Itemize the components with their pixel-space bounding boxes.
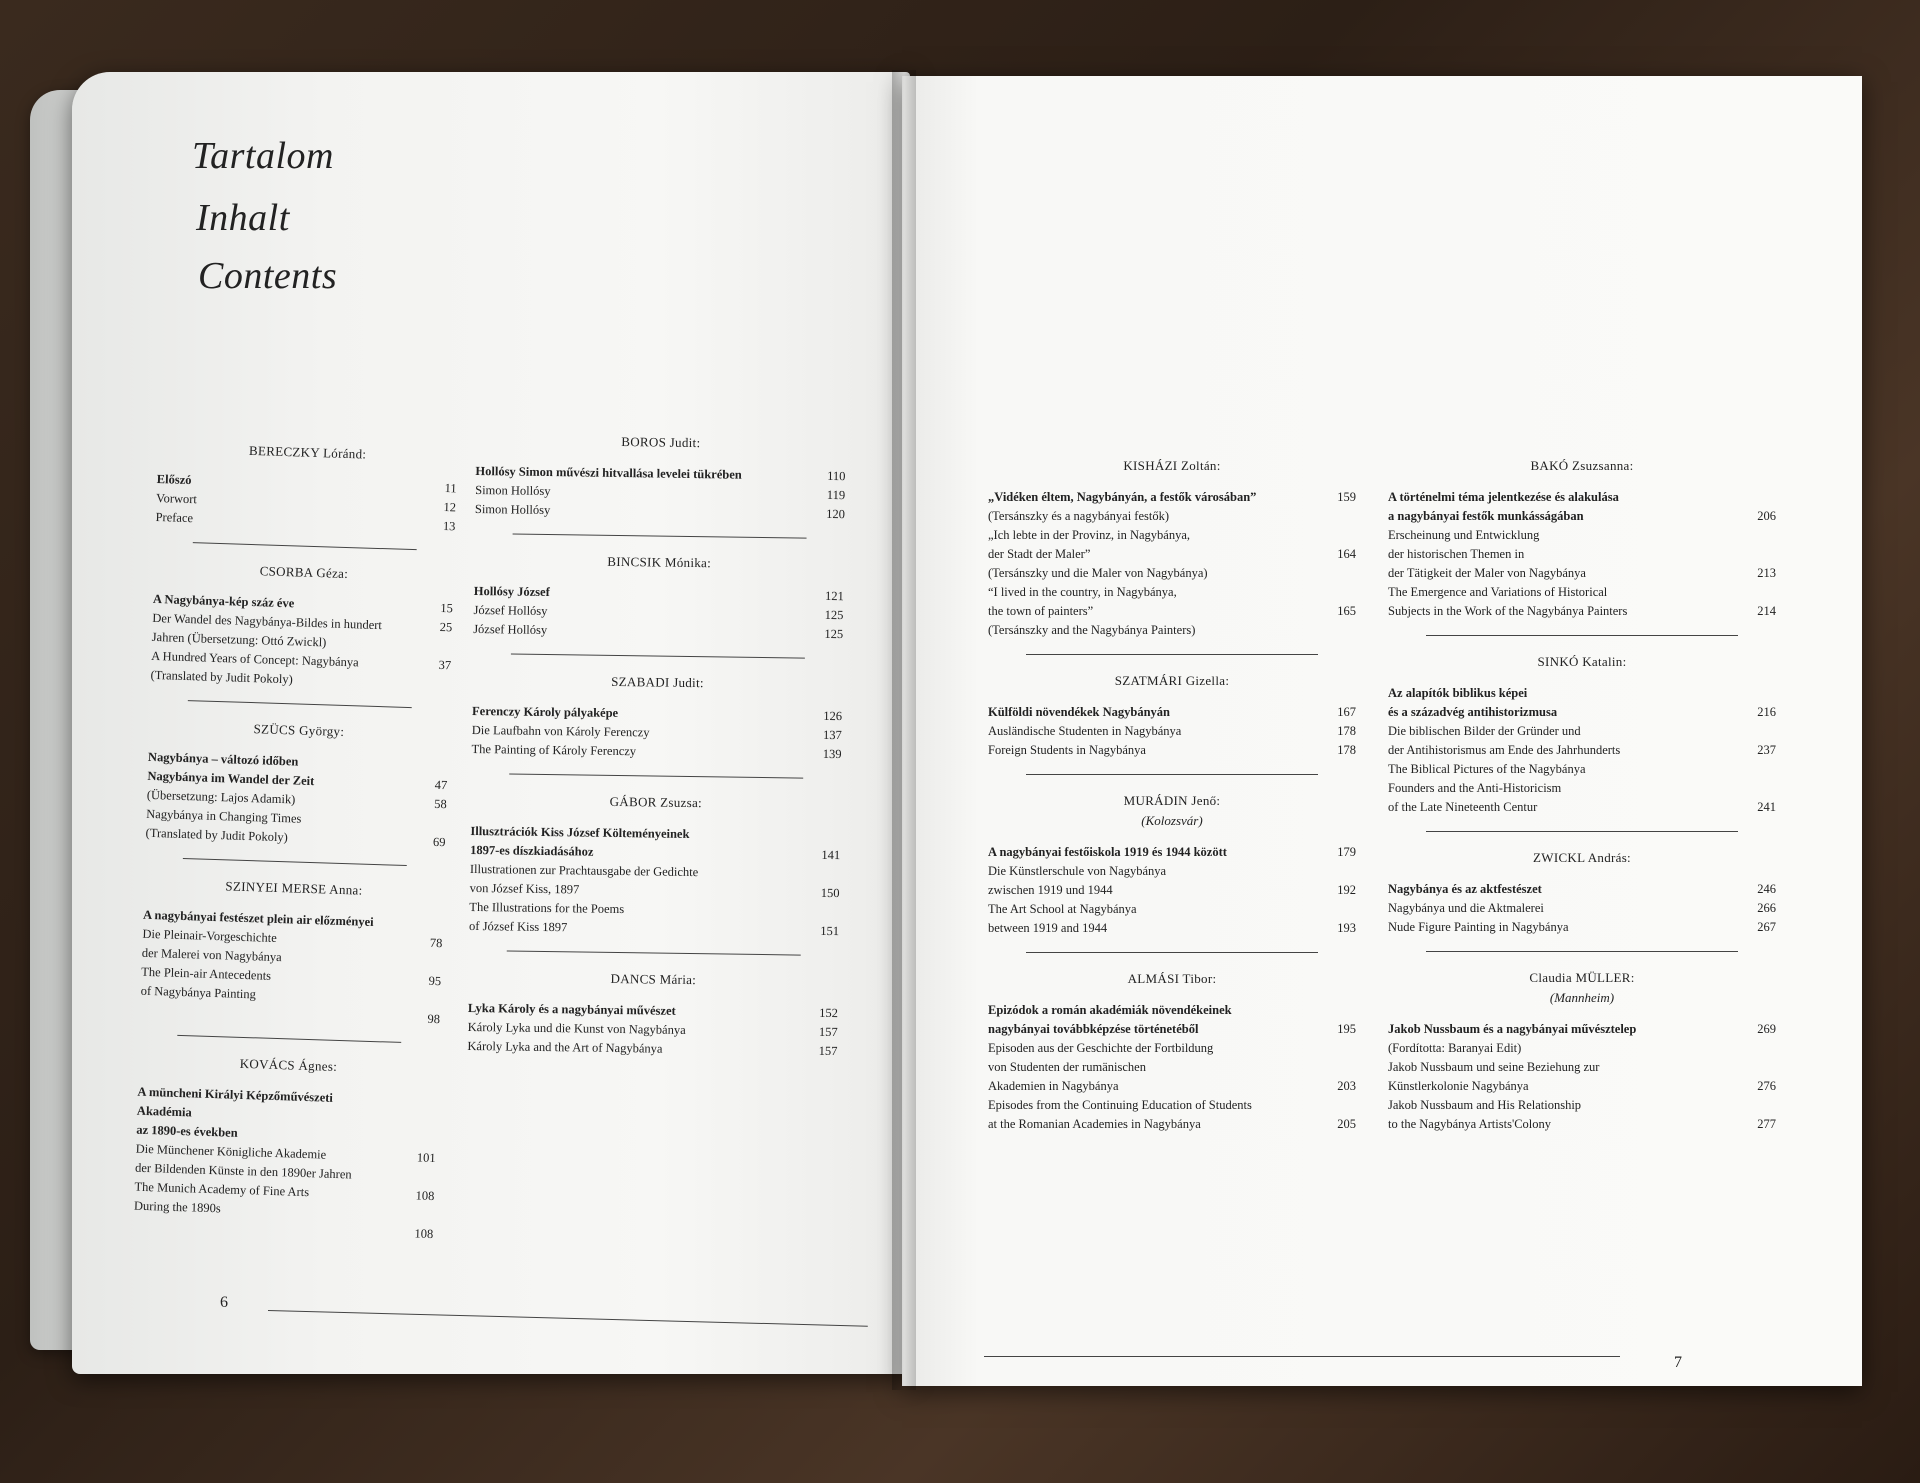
toc-entry-page: 167	[1337, 705, 1356, 719]
toc-entry-page: 213	[1757, 566, 1776, 580]
toc-entry-title: Nagybánya und die Aktmalerei	[1388, 901, 1544, 915]
section-divider	[188, 700, 412, 708]
toc-entry	[988, 1058, 1356, 1077]
section-divider	[1426, 635, 1738, 636]
toc-entry	[1388, 741, 1776, 760]
section-divider	[193, 542, 417, 550]
toc-entry-page	[404, 990, 441, 1010]
toc-entry-page	[1740, 488, 1776, 507]
toc-entry-title: a nagybányai festők munkásságában	[1388, 509, 1584, 523]
toc-entry-page	[405, 952, 442, 972]
toc-entry-page	[1320, 526, 1356, 545]
toc-entry-title: (Übersetzung: Lajos Adamik)	[146, 787, 296, 807]
toc-entry-title: at the Romanian Academies in Nagybánya	[988, 1117, 1201, 1131]
toc-column-right-2	[1388, 458, 1776, 1134]
toc-entry-page	[400, 1091, 437, 1130]
toc-entry-title: Simon Hollósy	[474, 501, 551, 518]
toc-entry-page: 95	[428, 973, 442, 989]
toc-entry-page	[1740, 526, 1776, 545]
toc-entry-title: der Stadt der Maler”	[988, 547, 1091, 561]
toc-entry-page: 157	[818, 1043, 838, 1059]
author-location: (Kolozsvár)	[1141, 813, 1203, 828]
toc-entry-page: 157	[818, 1024, 838, 1040]
toc-entry-page: 277	[1757, 1117, 1776, 1131]
toc-entry-title: The Biblical Pictures of the Nagybánya	[1388, 762, 1586, 776]
toc-entry-page: 13	[442, 518, 456, 534]
toc-entry-title: During the 1890s	[133, 1198, 221, 1216]
toc-entry-page: 110	[827, 468, 846, 484]
toc-entry-title: Jakob Nussbaum and His Relationship	[1388, 1098, 1582, 1112]
toc-entry-page	[1740, 779, 1776, 798]
author-name: DANCS Mária:	[610, 970, 697, 988]
toc-entry-page: 78	[429, 935, 443, 951]
toc-entry-title: Vorwort	[155, 490, 198, 507]
toc-entry	[471, 740, 841, 764]
section-divider	[183, 858, 407, 866]
author-name: MURÁDIN Jenő:	[1123, 793, 1221, 808]
section-divider	[1026, 774, 1318, 775]
author-name: ALMÁSI Tibor:	[1127, 971, 1217, 986]
toc-entry-title: Nagybánya – változó időben	[147, 749, 299, 769]
toc-entry-page: 267	[1757, 920, 1776, 934]
toc-entry-title: Jakob Nussbaum és a nagybányai művésztelep	[1388, 1022, 1637, 1036]
toc-entry	[475, 500, 845, 524]
toc-entry-title: Károly Lyka und die Kunst von Nagybánya	[467, 1019, 686, 1037]
section-divider	[511, 654, 805, 659]
author-name: GÁBOR Zsuzsa:	[609, 793, 703, 811]
toc-entry-title: (Tersánszky and the Nagybánya Painters)	[988, 623, 1196, 637]
toc-entry-title: (Tersánszky und die Maler von Nagybánya)	[988, 566, 1208, 580]
toc-entry-page	[1740, 684, 1776, 703]
author-name: BERECZKY Lóránd:	[248, 442, 367, 462]
toc-entry-page	[1740, 760, 1776, 779]
toc-entry-page: 205	[1337, 1117, 1356, 1131]
toc-entry	[473, 620, 843, 644]
author-name: KISHÁZI Zoltán:	[1123, 458, 1221, 473]
toc-entry-title: Episoden aus der Geschichte der Fortbildung	[988, 1041, 1214, 1055]
toc-entry-title: (Fordította: Baranyai Edit)	[1388, 1041, 1522, 1055]
title-inhalt: Inhalt	[196, 197, 290, 239]
toc-entry-title: The Munich Academy of Fine Arts	[134, 1179, 310, 1200]
toc-entry-title: Lyka Károly és a nagybányai művészet	[467, 1000, 676, 1018]
toc-entry-title: der Antihistorismus am Ende des Jahrhunderts	[1388, 743, 1621, 757]
toc-entry-title: Hollósy Simon művészi hitvallása levelei tükrében	[475, 463, 742, 482]
toc-entry-title: Előszó	[156, 471, 192, 488]
toc-entry	[988, 488, 1356, 507]
toc-entry	[988, 843, 1356, 862]
footer-rule-left	[268, 1310, 868, 1327]
toc-entry-title: von József Kiss, 1897	[469, 880, 580, 897]
toc-entry-page: 15	[440, 600, 454, 616]
toc-entry-title: Akademien in Nagybánya	[988, 1079, 1119, 1093]
toc-entry-title: of the Late Nineteenth Centur	[1388, 800, 1538, 814]
toc-entry	[1388, 1020, 1776, 1039]
author-name: SZÜCS György:	[253, 721, 345, 739]
toc-entry-page	[397, 1205, 434, 1225]
toc-entry-page: 178	[1337, 724, 1356, 738]
title-tartalom: Tartalom	[192, 135, 334, 177]
toc-entry	[1388, 1115, 1776, 1134]
toc-entry-title: Nude Figure Painting in Nagybánya	[1388, 920, 1569, 934]
toc-entry-title: Die Laufbahn von Károly Ferenczy	[471, 722, 650, 740]
toc-entry-title: Simon Hollósy	[475, 482, 551, 499]
toc-entry	[1388, 545, 1776, 564]
author-name: KOVÁCS Ágnes:	[239, 1055, 338, 1074]
toc-entry-title: zwischen 1919 und 1944	[988, 883, 1113, 897]
toc-entry-title: A nagybányai festészet plein air előzményei	[142, 907, 374, 930]
toc-entry-page: 11	[444, 481, 457, 496]
author-name: SZABADI Judit:	[611, 673, 704, 691]
toc-entry	[988, 1115, 1356, 1134]
toc-entry	[1388, 880, 1776, 899]
toc-entry-title: “I lived in the country, in Nagybánya,	[988, 585, 1177, 599]
toc-entry	[1388, 899, 1776, 918]
toc-entry-title: József Hollósy	[473, 621, 548, 638]
toc-entry-page	[412, 756, 449, 776]
toc-entry	[1388, 583, 1776, 602]
author-name: BOROS Judit:	[621, 434, 701, 451]
toc-entry-page: 47	[434, 777, 448, 793]
toc-entry-page: 58	[433, 796, 447, 812]
toc-entry-page: 269	[1757, 1022, 1776, 1036]
toc-entry	[988, 1039, 1356, 1058]
toc-entry-page: 164	[1337, 547, 1356, 561]
toc-entry-title: Erscheinung und Entwicklung	[1388, 528, 1540, 542]
toc-entry-page	[399, 1167, 436, 1187]
toc-entry-page: 137	[822, 727, 842, 743]
toc-entry	[988, 703, 1356, 722]
toc-entry-title: Foreign Students in Nagybánya	[988, 743, 1146, 757]
toc-entry-page: 141	[821, 847, 841, 863]
toc-entry-page	[400, 1129, 437, 1149]
toc-column-right-1	[988, 458, 1356, 1134]
toc-entry	[1388, 779, 1776, 798]
toc-entry-title: between 1919 and 1944	[988, 921, 1108, 935]
toc-entry	[988, 881, 1356, 900]
toc-entry-title: Hollósy József	[473, 583, 550, 600]
toc-entry-page	[1320, 1001, 1356, 1020]
toc-entry-page: 203	[1337, 1079, 1356, 1093]
toc-entry	[1388, 564, 1776, 583]
toc-entry-page: 101	[416, 1150, 436, 1166]
toc-entry-page	[1320, 564, 1356, 583]
toc-entry	[988, 621, 1356, 640]
toc-entry-page	[1320, 1096, 1356, 1115]
toc-entry-page: 246	[1757, 882, 1776, 896]
toc-entry	[988, 1077, 1356, 1096]
toc-entry	[988, 564, 1356, 583]
toc-entry	[988, 545, 1356, 564]
toc-entry-title: „Vidéken éltem, Nagybányán, a festők városában”	[988, 490, 1257, 504]
section-divider	[1026, 952, 1318, 953]
toc-entry-page: 192	[1337, 883, 1356, 897]
toc-entry-title: Külföldi növendékek Nagybányán	[988, 705, 1170, 719]
toc-entry	[1388, 488, 1776, 507]
toc-entry-title: Subjects in the Work of the Nagybánya Painters	[1388, 604, 1628, 618]
toc-entry-title: (Translated by Judit Pokoly)	[145, 825, 289, 845]
toc-entry-title: Jakob Nussbaum und seine Beziehung zur	[1388, 1060, 1600, 1074]
author-name: BAKÓ Zsuzsanna:	[1530, 458, 1634, 473]
toc-entry-page	[410, 813, 447, 833]
toc-entry-page	[1740, 1058, 1776, 1077]
author-location: (Mannheim)	[1549, 990, 1615, 1005]
toc-entry-page: 120	[826, 506, 845, 522]
toc-entry-page	[407, 914, 444, 934]
title-contents: Contents	[198, 255, 338, 297]
left-page	[72, 72, 910, 1374]
toc-entry-title: The Painting of Károly Ferenczy	[471, 741, 637, 759]
toc-entry-page: 151	[820, 923, 840, 939]
toc-entry-title: „Ich lebte in der Provinz, in Nagybánya,	[988, 528, 1191, 542]
toc-column-left-1	[133, 440, 458, 1244]
toc-entry-title: to the Nagybánya Artists'Colony	[1388, 1117, 1552, 1131]
toc-entry-page: 125	[824, 626, 844, 642]
toc-entry-page: 37	[438, 657, 452, 673]
toc-entry-page	[415, 636, 452, 656]
toc-entry-page: 241	[1757, 800, 1776, 814]
toc-entry-title: Illusztrációk Kiss József Költeményeinek	[470, 823, 690, 842]
author-name: SZATMÁRI Gizella:	[1114, 673, 1230, 688]
toc-entry-page: 178	[1337, 743, 1356, 757]
toc-entry-title: The Illustrations for the Poems	[469, 899, 625, 917]
toc-entry	[988, 1020, 1356, 1039]
toc-entry-page: 108	[414, 1226, 434, 1242]
toc-entry-page: 276	[1757, 1079, 1776, 1093]
toc-entry-title: the town of painters”	[988, 604, 1094, 618]
section-divider	[1426, 831, 1738, 832]
toc-entry-title: der Malerei von Nagybánya	[141, 945, 282, 965]
toc-entry-title: of József Kiss 1897	[469, 918, 568, 935]
toc-entry-title: The Emergence and Variations of Historical	[1388, 585, 1608, 599]
toc-entry-title: (Translated by Judit Pokoly)	[150, 667, 294, 687]
toc-entry-page: 165	[1337, 604, 1356, 618]
toc-entry-page	[1320, 507, 1356, 526]
toc-entry-title: A nagybányai festőiskola 1919 és 1944 között	[988, 845, 1227, 859]
section-divider	[507, 950, 801, 955]
toc-entry-title: Die Münchener Königliche Akademie	[135, 1141, 327, 1162]
toc-entry	[1388, 1058, 1776, 1077]
toc-entry	[988, 602, 1356, 621]
toc-entry-page: 237	[1757, 743, 1776, 757]
toc-entry-title: Ferenczy Károly pályaképe	[472, 703, 619, 721]
toc-entry-title: A történelmi téma jelentkezése és alakulása	[1388, 490, 1619, 504]
toc-entry-page	[414, 674, 451, 694]
toc-entry-title: Nagybánya im Wandel der Zeit	[147, 768, 315, 789]
toc-entry-page: 159	[1337, 490, 1356, 504]
toc-entry-page: 216	[1757, 705, 1776, 719]
toc-entry	[1388, 1077, 1776, 1096]
footer-rule-right	[984, 1356, 1620, 1357]
toc-entry-page: 69	[432, 834, 446, 850]
toc-entry-page	[1320, 1058, 1356, 1077]
toc-entry-title: Der Wandel des Nagybánya-Bildes in hundert	[152, 610, 383, 633]
toc-entry-title: Nagybánya és az aktfestészet	[1388, 882, 1542, 896]
toc-entry-title: Nagybánya in Changing Times	[146, 806, 302, 826]
toc-entry-title: Die Künstlerschule von Nagybánya	[988, 864, 1167, 878]
toc-entry-page: 179	[1337, 845, 1356, 859]
toc-entry-title: A Nagybánya-kép száz éve	[152, 591, 295, 611]
toc-entry	[1388, 526, 1776, 545]
toc-entry-title: Die biblischen Bilder der Gründer und	[1388, 724, 1581, 738]
author-name: SINKÓ Katalin:	[1537, 654, 1627, 669]
right-page	[902, 76, 1862, 1386]
toc-entry-page	[1320, 621, 1356, 640]
toc-entry	[1388, 722, 1776, 741]
toc-entry-title: Jahren (Übersetzung: Ottó Zwickl)	[151, 629, 327, 650]
toc-entry-title: József Hollósy	[473, 602, 548, 619]
toc-entry-title: A Hundred Years of Concept: Nagybánya	[150, 648, 359, 670]
toc-entry-title: der historischen Themen in	[1388, 547, 1525, 561]
toc-entry-page: 125	[824, 607, 844, 623]
toc-entry-title: The Plein-air Antecedents	[141, 964, 272, 983]
toc-entry-title: Az alapítók biblikus képei	[1388, 686, 1528, 700]
toc-entry-title: of Nagybánya Painting	[140, 983, 257, 1002]
toc-entry-page	[803, 903, 839, 923]
toc-entry	[988, 741, 1356, 760]
author-name: Claudia MÜLLER:	[1529, 970, 1635, 985]
toc-column-left-2	[467, 432, 846, 1061]
toc-entry	[1388, 1096, 1776, 1115]
toc-entry-title: von Studenten der rumänischen	[988, 1060, 1146, 1074]
toc-entry-page: 193	[1337, 921, 1356, 935]
toc-entry-page	[1320, 1039, 1356, 1058]
toc-entry-page	[1320, 862, 1356, 881]
toc-entry-page	[1740, 545, 1776, 564]
toc-entry-page: 206	[1757, 509, 1776, 523]
toc-entry	[1388, 918, 1776, 937]
page-number-right: 7	[1674, 1354, 1682, 1371]
toc-entry-title: és a századvég antihistorizmusa	[1388, 705, 1558, 719]
toc-entry-page	[804, 865, 840, 885]
toc-entry-title: Founders and the Anti-Historicism	[1388, 781, 1562, 795]
toc-entry-page: 139	[822, 746, 842, 762]
toc-entry	[988, 919, 1356, 938]
toc-entry-page	[1740, 1096, 1776, 1115]
toc-entry-title: Episodes from the Continuing Education of Students	[988, 1098, 1252, 1112]
toc-entry	[1388, 798, 1776, 817]
book-spine	[892, 70, 916, 1390]
toc-entry	[988, 862, 1356, 881]
toc-entry-page: 150	[820, 885, 840, 901]
toc-entry	[988, 722, 1356, 741]
toc-entry-title: Epizódok a román akadémiák növendékeinek	[988, 1003, 1232, 1017]
toc-entry-title: Illustrationen zur Prachtausgabe der Gedichte	[469, 861, 699, 880]
section-divider	[1026, 654, 1318, 655]
toc-entry	[1388, 1039, 1776, 1058]
toc-entry-page: 12	[443, 500, 457, 515]
toc-entry	[1388, 684, 1776, 703]
toc-entry-title: A müncheni Királyi Képzőművészeti Akadémia	[136, 1084, 334, 1120]
section-divider	[509, 773, 803, 778]
toc-entry	[988, 1001, 1356, 1020]
toc-entry-title: nagybányai továbbképzése történetéből	[988, 1022, 1199, 1036]
toc-entry	[467, 1037, 837, 1061]
toc-entry-title: az 1890-es években	[136, 1122, 238, 1140]
toc-entry	[1388, 760, 1776, 779]
toc-entry-title: Károly Lyka and the Art of Nagybánya	[467, 1038, 663, 1056]
section-divider	[177, 1035, 401, 1043]
toc-entry-title: Künstlerkolonie Nagybánya	[1388, 1079, 1529, 1093]
toc-entry-title: Preface	[155, 509, 194, 526]
author-name: SZINYEI MERSE Anna:	[225, 878, 363, 898]
toc-entry-title: der Bildenden Künste in den 1890er Jahren	[134, 1160, 352, 1182]
toc-entry-title: (Tersánszky és a nagybányai festők)	[988, 509, 1169, 523]
page-number-left: 6	[220, 1294, 228, 1311]
toc-entry-page	[1740, 1039, 1776, 1058]
toc-entry-page: 98	[427, 1011, 441, 1027]
toc-entry-title: der Tätigkeit der Maler von Nagybánya	[1388, 566, 1586, 580]
toc-entry-page	[804, 827, 840, 847]
toc-entry	[988, 507, 1356, 526]
section-divider	[1426, 951, 1738, 952]
toc-entry-page: 152	[819, 1005, 839, 1021]
author-name: CSORBA Géza:	[259, 563, 349, 582]
toc-entry-page: 25	[439, 619, 453, 635]
toc-entry	[469, 917, 839, 941]
toc-entry-title: The Art School at Nagybánya	[988, 902, 1137, 916]
toc-entry	[1388, 703, 1776, 722]
toc-entry	[1388, 602, 1776, 621]
toc-entry	[988, 526, 1356, 545]
section-divider	[513, 534, 807, 539]
toc-entry-page	[1320, 900, 1356, 919]
toc-entry-page	[1740, 722, 1776, 741]
author-name: ZWICKL András:	[1533, 850, 1631, 865]
toc-entry	[988, 900, 1356, 919]
toc-entry	[988, 1096, 1356, 1115]
toc-entry	[988, 583, 1356, 602]
author-name: BINCSIK Mónika:	[607, 553, 712, 571]
toc-entry-page	[1320, 583, 1356, 602]
toc-entry-page: 266	[1757, 901, 1776, 915]
toc-entry-page: 119	[826, 487, 846, 503]
toc-entry-title: Die Pleinair-Vorgeschichte	[142, 926, 277, 945]
toc-entry-page: 214	[1757, 604, 1776, 618]
toc-entry-page: 121	[824, 588, 844, 604]
toc-entry	[1388, 507, 1776, 526]
toc-entry-page	[1740, 583, 1776, 602]
toc-entry-page: 108	[415, 1188, 435, 1204]
toc-entry-title: 1897-es díszkiadásához	[470, 842, 594, 859]
toc-entry-page: 195	[1337, 1022, 1356, 1036]
toc-entry-title: Ausländische Studenten in Nagybánya	[988, 724, 1182, 738]
toc-entry-page: 126	[823, 708, 843, 724]
